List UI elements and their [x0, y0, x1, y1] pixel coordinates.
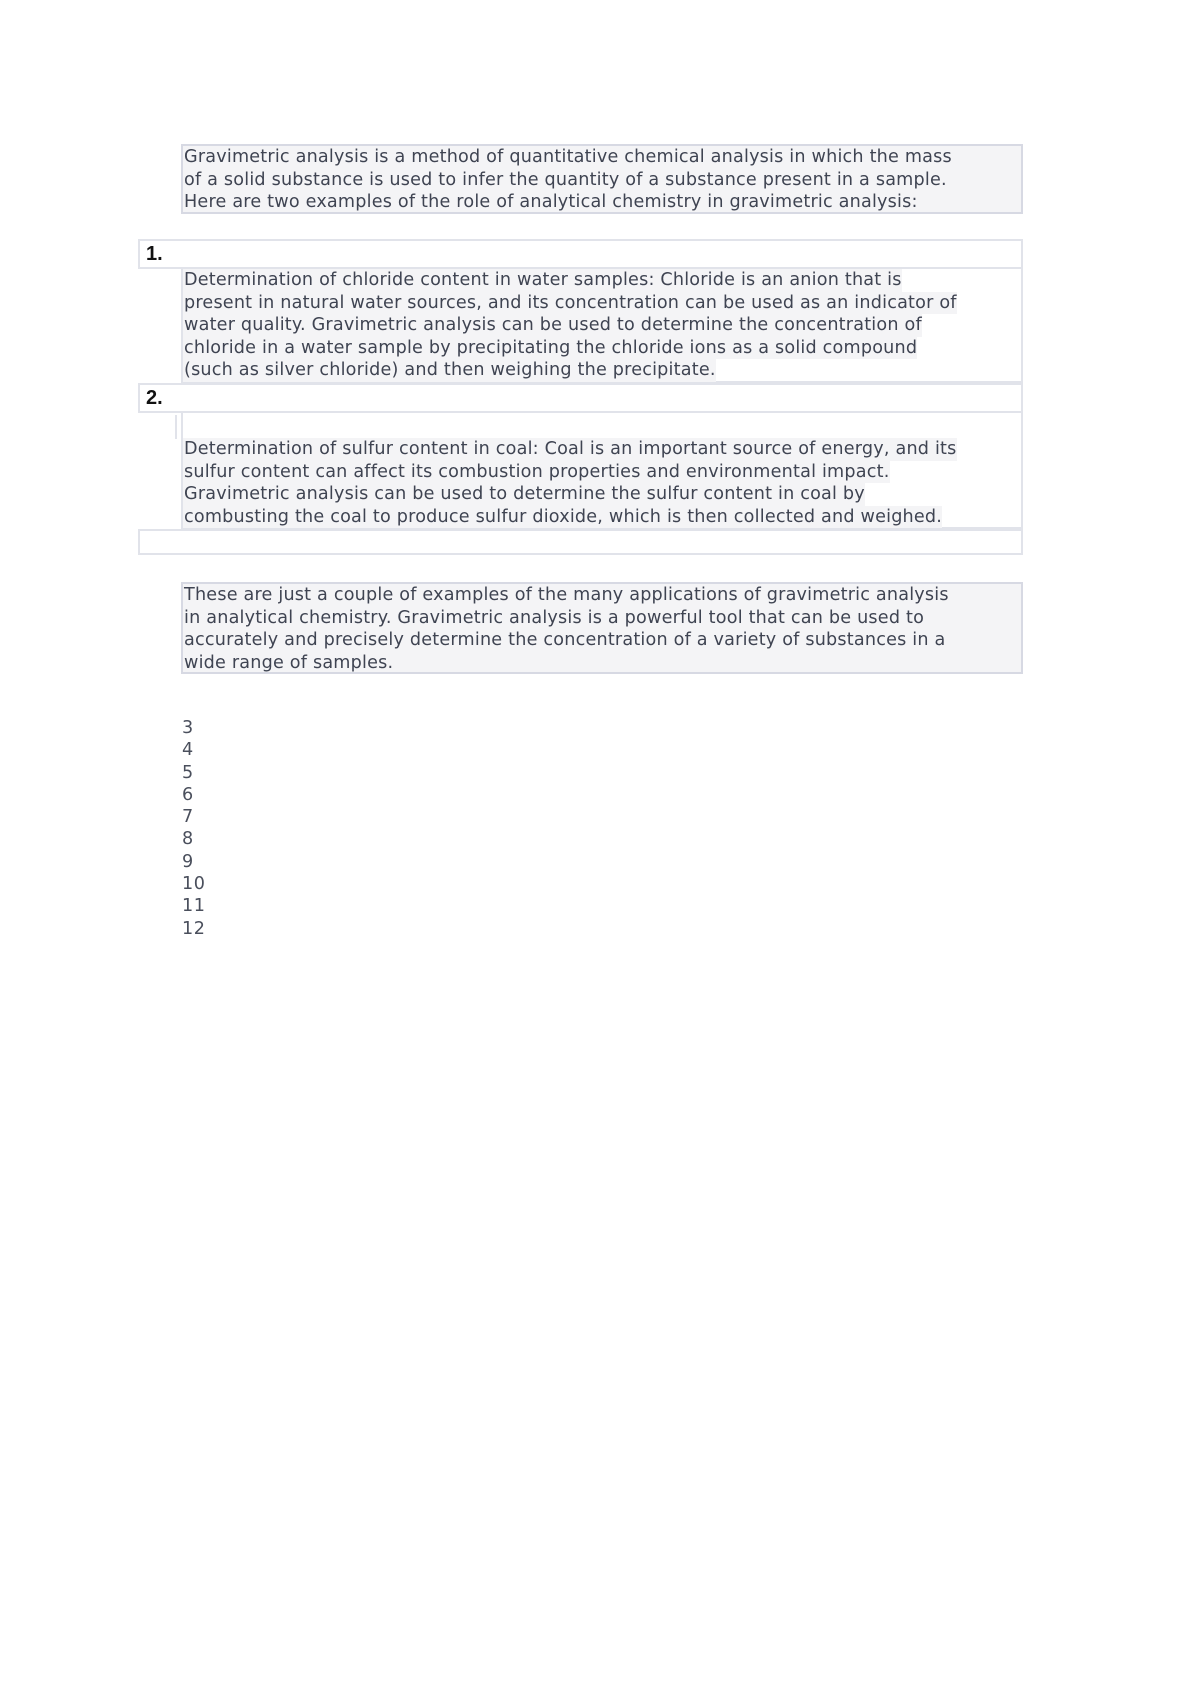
line-number: 8	[182, 829, 194, 850]
conclusion-line: accurately and precisely determine the concentration of a variety of substances in a	[184, 630, 946, 650]
intro-line: of a solid substance is used to infer the quantity of a substance present in a sample.	[184, 169, 947, 190]
list-item-number-row	[138, 239, 1023, 269]
conclusion-line: These are just a couple of examples of the many applications of gravimetric analysis	[184, 585, 949, 605]
item-line: Determination of sulfur content in coal: Coal is an important source of energy, and its	[184, 439, 957, 459]
item-line: Gravimetric analysis can be used to determine the sulfur content in coal by	[184, 484, 865, 504]
line-number-list	[182, 717, 205, 940]
conclusion-line: wide range of samples.	[184, 652, 394, 673]
conclusion-line: in analytical chemistry. Gravimetric analysis is a powerful tool that can be used to	[184, 607, 925, 628]
line-number: 5	[182, 762, 194, 783]
conclusion-paragraph	[181, 582, 1023, 674]
line-number: 10	[182, 874, 206, 895]
line-number: 7	[182, 807, 194, 828]
item-line: sulfur content can affect its combustion properties and environmental impact.	[184, 461, 890, 482]
intro-paragraph	[181, 144, 1023, 214]
line-number: 11	[182, 896, 206, 917]
line-number: 9	[182, 851, 194, 872]
divider	[175, 415, 177, 439]
item-line: chloride in a water sample by precipitating the chloride ions as a solid compound	[184, 337, 918, 358]
list-end-row	[138, 529, 1023, 555]
list-item-number: 1.	[146, 243, 163, 265]
list-item-number: 2.	[146, 387, 163, 409]
line-number: 12	[182, 918, 206, 939]
item-line: water quality. Gravimetric analysis can be used to determine the concentration of	[184, 315, 922, 335]
item-line: combusting the coal to produce sulfur dioxide, which is then collected and weighed.	[184, 506, 943, 527]
line-number: 4	[182, 740, 194, 761]
line-number: 6	[182, 784, 194, 805]
list-item-body	[181, 413, 1023, 529]
item-line: present in natural water sources, and its concentration can be used as an indicator of	[184, 292, 957, 313]
line-number: 3	[182, 718, 194, 738]
intro-line: Here are two examples of the role of analytical chemistry in gravimetric analysis:	[184, 192, 918, 212]
list-item-number-row	[138, 383, 1023, 413]
intro-line: Gravimetric analysis is a method of quantitative chemical analysis in which the mass	[184, 147, 952, 167]
list-item-body	[181, 269, 1023, 383]
item-line: (such as silver chloride) and then weighing the precipitate.	[184, 360, 716, 380]
item-line: Determination of chloride content in water samples: Chloride is an anion that is	[184, 270, 902, 290]
